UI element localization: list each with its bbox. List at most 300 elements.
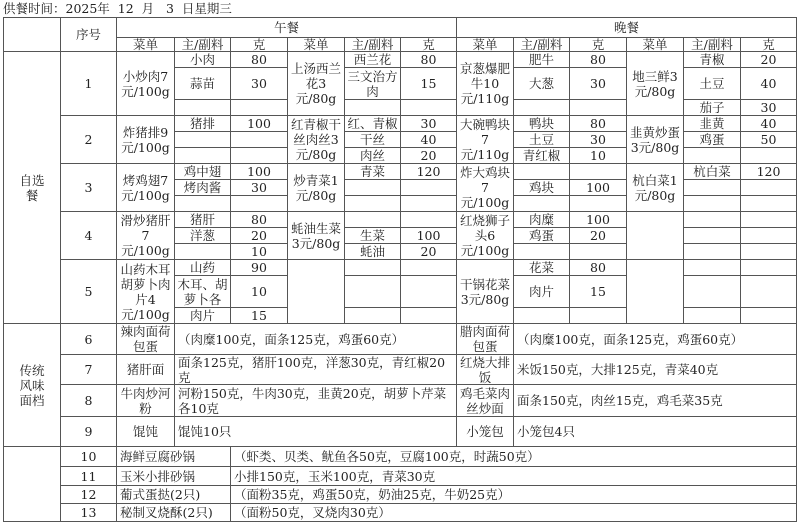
grams-cell [569,163,627,180]
grams-cell [230,179,288,196]
dish-cell [287,211,345,260]
ingredient-cell [513,227,570,244]
ingredient-cell-text: 干丝 [359,132,385,147]
dish-cell [626,115,684,164]
grams-cell [740,51,797,68]
grams-cell-text: 15 [590,284,606,299]
dish-cell-text: 地三鲜3元/80g [632,68,678,99]
grams-cell [569,211,627,228]
ingredient-cell [683,67,741,100]
ingredient-cell [683,179,741,196]
row-seq [60,115,117,164]
grams-cell [740,195,797,212]
grams-cell-text: 20 [590,228,606,243]
grams-cell [740,211,797,228]
dish-cell-text: 鸡毛菜肉丝炒面 [459,385,510,416]
ingredient-cell-text: 西兰花 [353,52,392,67]
section-optional-text: 自选餐 [19,172,45,203]
ingredient-cell [174,115,231,132]
dish-cell-text: 上汤西兰花3元/80g [290,61,341,106]
dish-cell-text: 大碗鸭块7元/110g [459,117,510,162]
section-optional [3,51,61,324]
grams-cell [230,115,288,132]
ingredient-cell-text: 小肉 [189,52,215,67]
ingredient-cell [174,275,231,308]
ingredient-cell [344,275,401,308]
ingredient-cell [174,227,231,244]
grams-cell [230,51,288,68]
subheader-ingredient-text: 主/副料 [520,37,563,52]
ingredient-cell [174,99,231,116]
row-seq [60,466,117,486]
dish-cell-text: 滑炒猪肝7元/100g [120,213,171,258]
ingredient-cell [174,51,231,68]
dish-cell-text: 炒青菜1元/80g [293,172,339,203]
ingredient-cell [683,259,741,276]
grams-cell-text: 20 [420,148,437,163]
row-seq [60,416,117,447]
ingredient-cell [344,259,401,276]
row-seq-text: 6 [84,331,93,347]
grams-cell-text: 80 [590,116,606,131]
grams-cell-text: 20 [760,52,777,67]
ingredient-cell [683,227,741,244]
ingredient-cell [513,67,570,100]
desc-cell-text: （面粉50克，叉烧肉30克） [234,505,391,520]
grams-cell [400,227,457,244]
row-seq-text: 4 [84,228,93,243]
ingredient-cell [513,259,570,276]
subheader-ingredient [174,37,231,52]
dish-cell [116,163,175,212]
desc-cell [230,446,797,467]
ingredient-cell [683,131,741,148]
grams-cell [740,67,797,100]
ingredient-cell [683,163,741,180]
desc-cell-text: 米饭150克，大排125克，青菜40克 [517,362,719,377]
subheader-grams [740,37,797,52]
grams-cell [230,211,288,228]
ingredient-cell [174,259,231,276]
dish-cell [456,384,514,417]
desc-cell [174,416,457,447]
ingredient-cell [344,211,401,228]
dish-cell-text: 海鲜豆腐砂锅 [120,449,196,464]
dish-cell [116,323,175,355]
desc-cell-text: 面条150克，肉丝15克，鸡毛菜35克 [517,393,723,408]
grams-cell-text: 100 [247,116,271,131]
subheader-grams-text: 克 [591,37,605,52]
subheader-grams [569,37,627,52]
ingredient-cell-text: 鸡蛋 [528,228,554,243]
ingredient-cell-text: 土豆 [528,132,554,147]
grams-cell-text: 50 [760,132,777,147]
dish-cell [456,211,514,260]
dish-cell [626,211,684,260]
dish-cell-text: 红青椒干丝肉丝3元/80g [290,117,341,162]
ingredient-cell [344,163,401,180]
grams-cell [230,307,288,324]
grams-cell-text: 10 [590,148,606,163]
grams-cell-text: 80 [251,52,267,67]
grams-cell [230,131,288,148]
row-seq-text: 11 [80,468,97,484]
ingredient-cell-text: 土豆 [699,76,725,91]
section-noodle-text: 传统风味面档 [19,362,45,408]
ingredient-cell [344,179,401,196]
grams-cell-text: 100 [416,228,441,243]
grams-cell [740,179,797,196]
grams-cell [740,131,797,148]
grams-cell [400,51,457,68]
grams-cell-text: 100 [586,180,610,195]
row-seq [60,503,117,522]
dish-cell [116,384,175,417]
ingredient-cell [513,115,570,132]
grams-cell-text: 100 [247,164,271,179]
ingredient-cell [513,243,570,260]
desc-cell [174,323,457,355]
subheader-ingredient [683,37,741,52]
ingredient-cell-text: 鸡蛋 [699,132,725,147]
subheader-menu [116,37,175,52]
row-seq [60,51,117,116]
grams-cell [569,259,627,276]
desc-cell [230,466,797,486]
ingredient-cell-text: 红、青椒 [347,116,398,131]
dish-cell-text: 腊肉面荷包蛋 [459,324,510,354]
ingredient-cell [344,243,401,260]
grams-cell-text: 90 [251,260,267,275]
desc-cell-text: 小笼包4只 [517,424,575,439]
grams-cell [230,147,288,164]
ingredient-cell-text: 青红椒 [522,148,561,163]
ingredient-cell [174,131,231,148]
dish-cell-text: 山药木耳胡萝卜肉片4元/100g [120,261,171,322]
grams-cell-text: 120 [416,164,441,179]
row-seq [60,163,117,212]
grams-cell [400,243,457,260]
ingredient-cell [513,163,570,180]
grams-cell [400,99,457,116]
ingredient-cell [513,99,570,116]
grams-cell [400,115,457,132]
subheader-menu [456,37,514,52]
subheader-ingredient [344,37,401,52]
dish-cell [116,211,175,260]
dish-cell-text: 牛肉炒河粉 [120,385,171,416]
ingredient-cell [683,51,741,68]
dish-cell-text: 葡式蛋挞(2只) [120,487,201,502]
dish-cell-text: 玉米小排砂锅 [120,468,196,484]
dish-cell-text: 馄饨 [132,424,158,439]
grams-cell [400,211,457,228]
desc-cell [230,485,797,504]
dish-cell-text: 红烧狮子头6元/100g [459,213,510,258]
desc-cell [230,503,797,522]
grams-cell [740,243,797,260]
grams-cell [740,275,797,308]
dish-cell-text: 小炒肉7元/100g [121,68,170,99]
dish-cell [287,163,345,212]
ingredient-cell [344,147,401,164]
grams-cell [230,259,288,276]
ingredient-cell-text: 肥牛 [528,52,554,67]
ingredient-cell [683,115,741,132]
desc-cell-text: （面粉35克，鸡蛋50克，奶油25克，牛奶25克） [234,487,511,502]
dish-cell [456,163,514,212]
ingredient-cell-text: 青菜 [359,164,385,179]
row-seq-text: 1 [84,76,93,91]
grams-cell [569,51,627,68]
dish-cell [116,115,175,164]
ingredient-cell-text: 三文治方肉 [347,68,398,99]
grams-cell-text: 30 [760,100,777,115]
ingredient-cell-text: 肉片 [189,308,215,323]
ingredient-cell-text: 蒜苗 [189,76,215,91]
grams-cell [740,147,797,164]
header-seq-text: 序号 [75,27,101,42]
grams-cell [569,227,627,244]
ingredient-cell [683,147,741,164]
grams-cell [569,243,627,260]
row-seq [60,211,117,260]
desc-cell [174,354,457,385]
grams-cell [740,99,797,116]
header-lunch-text: 午餐 [273,20,299,35]
row-seq-text: 3 [84,180,93,195]
row-seq [60,259,117,324]
ingredient-cell [513,211,570,228]
row-seq [60,354,117,385]
dish-cell [626,163,684,212]
grams-cell-text: 30 [251,180,267,195]
dish-cell [116,51,175,116]
grams-cell-text: 15 [420,76,437,91]
grams-cell-text: 20 [251,228,267,243]
ingredient-cell [344,131,401,148]
grams-cell [569,179,627,196]
ingredient-cell-text: 茄子 [699,100,725,115]
grams-cell [400,179,457,196]
dish-cell-text: 红烧大排饭 [459,354,510,385]
grams-cell [400,259,457,276]
desc-cell-text: （肉糜100克，面条125克，鸡蛋60克） [178,331,405,347]
subheader-menu [626,37,684,52]
grams-cell [569,147,627,164]
ingredient-cell [344,195,401,212]
grams-cell-text: 15 [251,308,267,323]
ingredient-cell [683,211,741,228]
dish-cell [456,51,514,116]
ingredient-cell [174,243,231,260]
dish-cell-text: 小笼包 [466,424,504,439]
grams-cell [230,99,288,116]
grams-cell [400,67,457,100]
grams-cell-text: 30 [251,76,267,91]
ingredient-cell [683,99,741,116]
grams-cell [230,163,288,180]
grams-cell [569,307,627,324]
row-seq-text: 2 [84,132,93,147]
ingredient-cell [344,51,401,68]
dish-cell [456,416,514,447]
subheader-grams-text: 克 [252,37,266,52]
ingredient-cell-text: 鸡块 [528,180,554,195]
dish-cell [456,115,514,164]
subheader-ingredient-text: 主/副料 [351,37,394,52]
row-seq-text: 13 [80,505,97,520]
ingredient-cell-text: 肉糜 [528,212,554,227]
dish-cell-text: 烤鸡翅7元/100g [121,172,170,203]
section-claypot [3,446,61,522]
ingredient-cell [174,163,231,180]
ingredient-cell [344,67,401,100]
grams-cell-text: 30 [420,116,437,131]
dish-cell [116,485,231,504]
dish-cell [116,354,175,385]
row-seq [60,485,117,504]
dish-cell-text: 干锅花菜3元/80g [459,276,510,307]
row-seq [60,446,117,467]
ingredient-cell [513,307,570,324]
grams-cell [230,243,288,260]
dish-cell [116,466,231,486]
grams-cell [569,275,627,308]
grams-cell-text: 100 [586,212,610,227]
desc-cell [174,384,457,417]
dish-cell [626,51,684,116]
grams-cell [400,163,457,180]
row-seq-text: 8 [84,393,93,408]
grams-cell [400,275,457,308]
dish-cell [116,503,231,522]
dish-cell [287,51,345,116]
ingredient-cell-text: 大葱 [528,76,554,91]
dish-cell [456,354,514,385]
desc-cell-text: 河粉150克，牛肉30克，韭黄20克，胡萝卜芹菜各10克 [178,385,447,416]
subheader-menu-text: 菜单 [303,37,329,52]
grams-cell [740,227,797,244]
dish-cell-text: 韭黄炒蛋3元/80g [629,124,680,155]
grams-cell [230,195,288,212]
dish-cell-text: 京葱爆肥牛10元/110g [459,61,510,106]
dish-cell-text: 猪肝面 [126,362,165,377]
subheader-grams [230,37,288,52]
dish-cell-text: 炸猪排9元/100g [121,124,170,155]
desc-cell-text: （虾类、贝类、鱿鱼各50克，豆腐100克，时蔬50克） [234,449,540,464]
ingredient-cell-text: 鸡中翅 [183,164,222,179]
grams-cell [740,259,797,276]
ingredient-cell-text: 猪肝 [189,212,215,227]
ingredient-cell [683,195,741,212]
ingredient-cell [513,51,570,68]
ingredient-cell-text: 蚝油 [359,244,385,259]
ingredient-cell-text: 烤肉酱 [183,180,222,195]
serving-date-title: 供餐时间：2025年 12 月 3 日星期三 [3,1,232,16]
grams-cell [569,67,627,100]
ingredient-cell [174,67,231,100]
row-seq [60,384,117,417]
ingredient-cell [513,195,570,212]
grams-cell [569,115,627,132]
grams-cell-text: 10 [251,244,267,259]
ingredient-cell [683,275,741,308]
ingredient-cell-text: 鸭块 [528,116,554,131]
desc-cell [513,354,797,385]
subheader-menu-text: 菜单 [472,37,498,52]
ingredient-cell-text: 青椒 [699,52,725,67]
dish-cell-text: 秘制叉烧酥(2只) [120,505,213,520]
grams-cell [400,131,457,148]
ingredient-cell-text: 杭白菜 [693,164,731,179]
dish-cell-text: 炸大鸡块7元/100g [459,165,510,210]
ingredient-cell [513,179,570,196]
ingredient-cell-text: 洋葱 [189,228,215,243]
desc-cell [513,416,797,447]
ingredient-cell [513,147,570,164]
grams-cell-text: 40 [760,76,777,91]
ingredient-cell [513,275,570,308]
subheader-grams-text: 克 [762,37,775,52]
grams-cell-text: 40 [760,116,777,131]
grams-cell [569,99,627,116]
corner-cell [3,17,61,52]
grams-cell [230,275,288,308]
subheader-ingredient-text: 主/副料 [181,37,224,52]
grams-cell [230,67,288,100]
grams-cell [230,227,288,244]
dish-cell-text: 蚝油生菜3元/80g [290,220,341,251]
row-seq-text: 10 [80,449,97,464]
subheader-menu-text: 菜单 [132,37,158,52]
section-noodle [3,323,61,447]
row-seq-text: 5 [84,284,93,299]
dish-cell-text: 辣肉面荷包蛋 [120,324,171,354]
dish-cell [287,259,345,324]
grams-cell [400,195,457,212]
dish-cell [456,259,514,324]
ingredient-cell-text: 生菜 [359,228,385,243]
grams-cell [740,163,797,180]
desc-cell-text: （肉糜100克，面条125克，鸡蛋60克） [517,331,744,347]
ingredient-cell-text: 山药 [189,260,215,275]
grams-cell-text: 30 [590,132,606,147]
ingredient-cell-text: 花菜 [528,260,554,275]
row-seq [60,323,117,355]
dish-cell [116,259,175,324]
ingredient-cell [683,307,741,324]
dish-cell [287,115,345,164]
ingredient-cell [344,115,401,132]
header-dinner [456,17,797,38]
grams-cell [569,195,627,212]
grams-cell-text: 80 [420,52,437,67]
ingredient-cell-text: 猪排 [189,116,215,131]
subheader-ingredient [513,37,570,52]
ingredient-cell-text: 肉片 [528,284,554,299]
ingredient-cell [344,227,401,244]
grams-cell [740,307,797,324]
grams-cell [400,307,457,324]
dish-cell [116,416,175,447]
desc-cell [513,323,797,355]
desc-cell-text: 馄饨10只 [178,424,232,439]
ingredient-cell [683,243,741,260]
grams-cell [400,147,457,164]
grams-cell [740,115,797,132]
desc-cell-text: 面条125克，猪肝100克，洋葱30克，青红椒20克 [178,354,446,385]
